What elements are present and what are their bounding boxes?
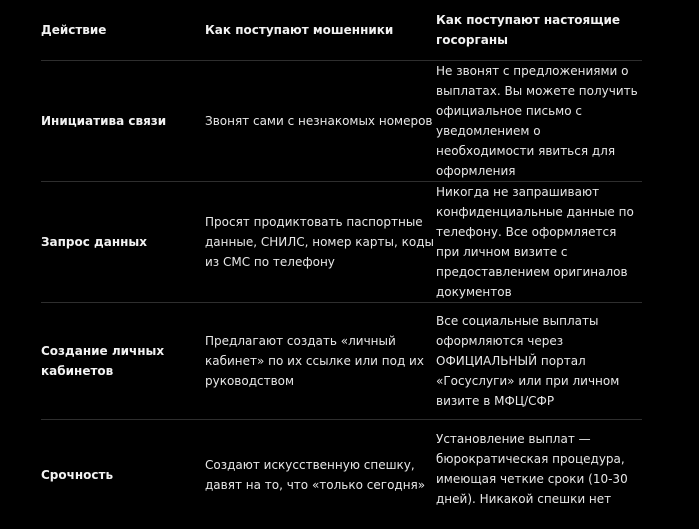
table-row bbox=[41, 61, 642, 182]
row-scammers-cell: Предлагают создать «личный кабинет» по их ссылке или под их руководством bbox=[205, 303, 436, 420]
row-action-cell: Срочность bbox=[41, 420, 205, 529]
header-scammers: Как поступают мошенники bbox=[205, 0, 436, 61]
row-government-cell: Не звонят с предложениями о выплатах. Вы можете получить официальное письмо с уведомлением о необходимости явиться для оформления bbox=[436, 61, 642, 182]
row-scammers-cell: Создают искусственную спешку, давят на то, что «только сегодня» bbox=[205, 420, 436, 529]
row-government-cell: Никогда не запрашивают конфиденциальные данные по телефону. Все оформляется при личном визите с предоставлением оригиналов документов bbox=[436, 182, 642, 303]
row-government-cell: Все социальные выплаты оформляются через ОФИЦИАЛЬНЫЙ портал «Госуслуги» или при личном визите в МФЦ/СФР bbox=[436, 303, 642, 420]
table-row bbox=[41, 420, 642, 529]
header-action: Действие bbox=[41, 0, 205, 61]
row-government-cell: Установление выплат — бюрократическая процедура, имеющая четкие сроки (10-30 дней). Никакой спешки нет bbox=[436, 420, 642, 529]
table-row bbox=[41, 303, 642, 420]
row-action-cell: Инициатива связи bbox=[41, 61, 205, 182]
row-action-cell: Создание личных кабинетов bbox=[41, 303, 205, 420]
table-header-row bbox=[41, 0, 642, 61]
header-government: Как поступают настоящие госорганы bbox=[436, 0, 642, 61]
table-row bbox=[41, 182, 642, 303]
row-scammers-cell: Звонят сами с незнакомых номеров bbox=[205, 61, 436, 182]
row-action-cell: Запрос данных bbox=[41, 182, 205, 303]
comparison-table bbox=[41, 0, 642, 529]
row-scammers-cell: Просят продиктовать паспортные данные, СНИЛС, номер карты, коды из СМС по телефону bbox=[205, 182, 436, 303]
